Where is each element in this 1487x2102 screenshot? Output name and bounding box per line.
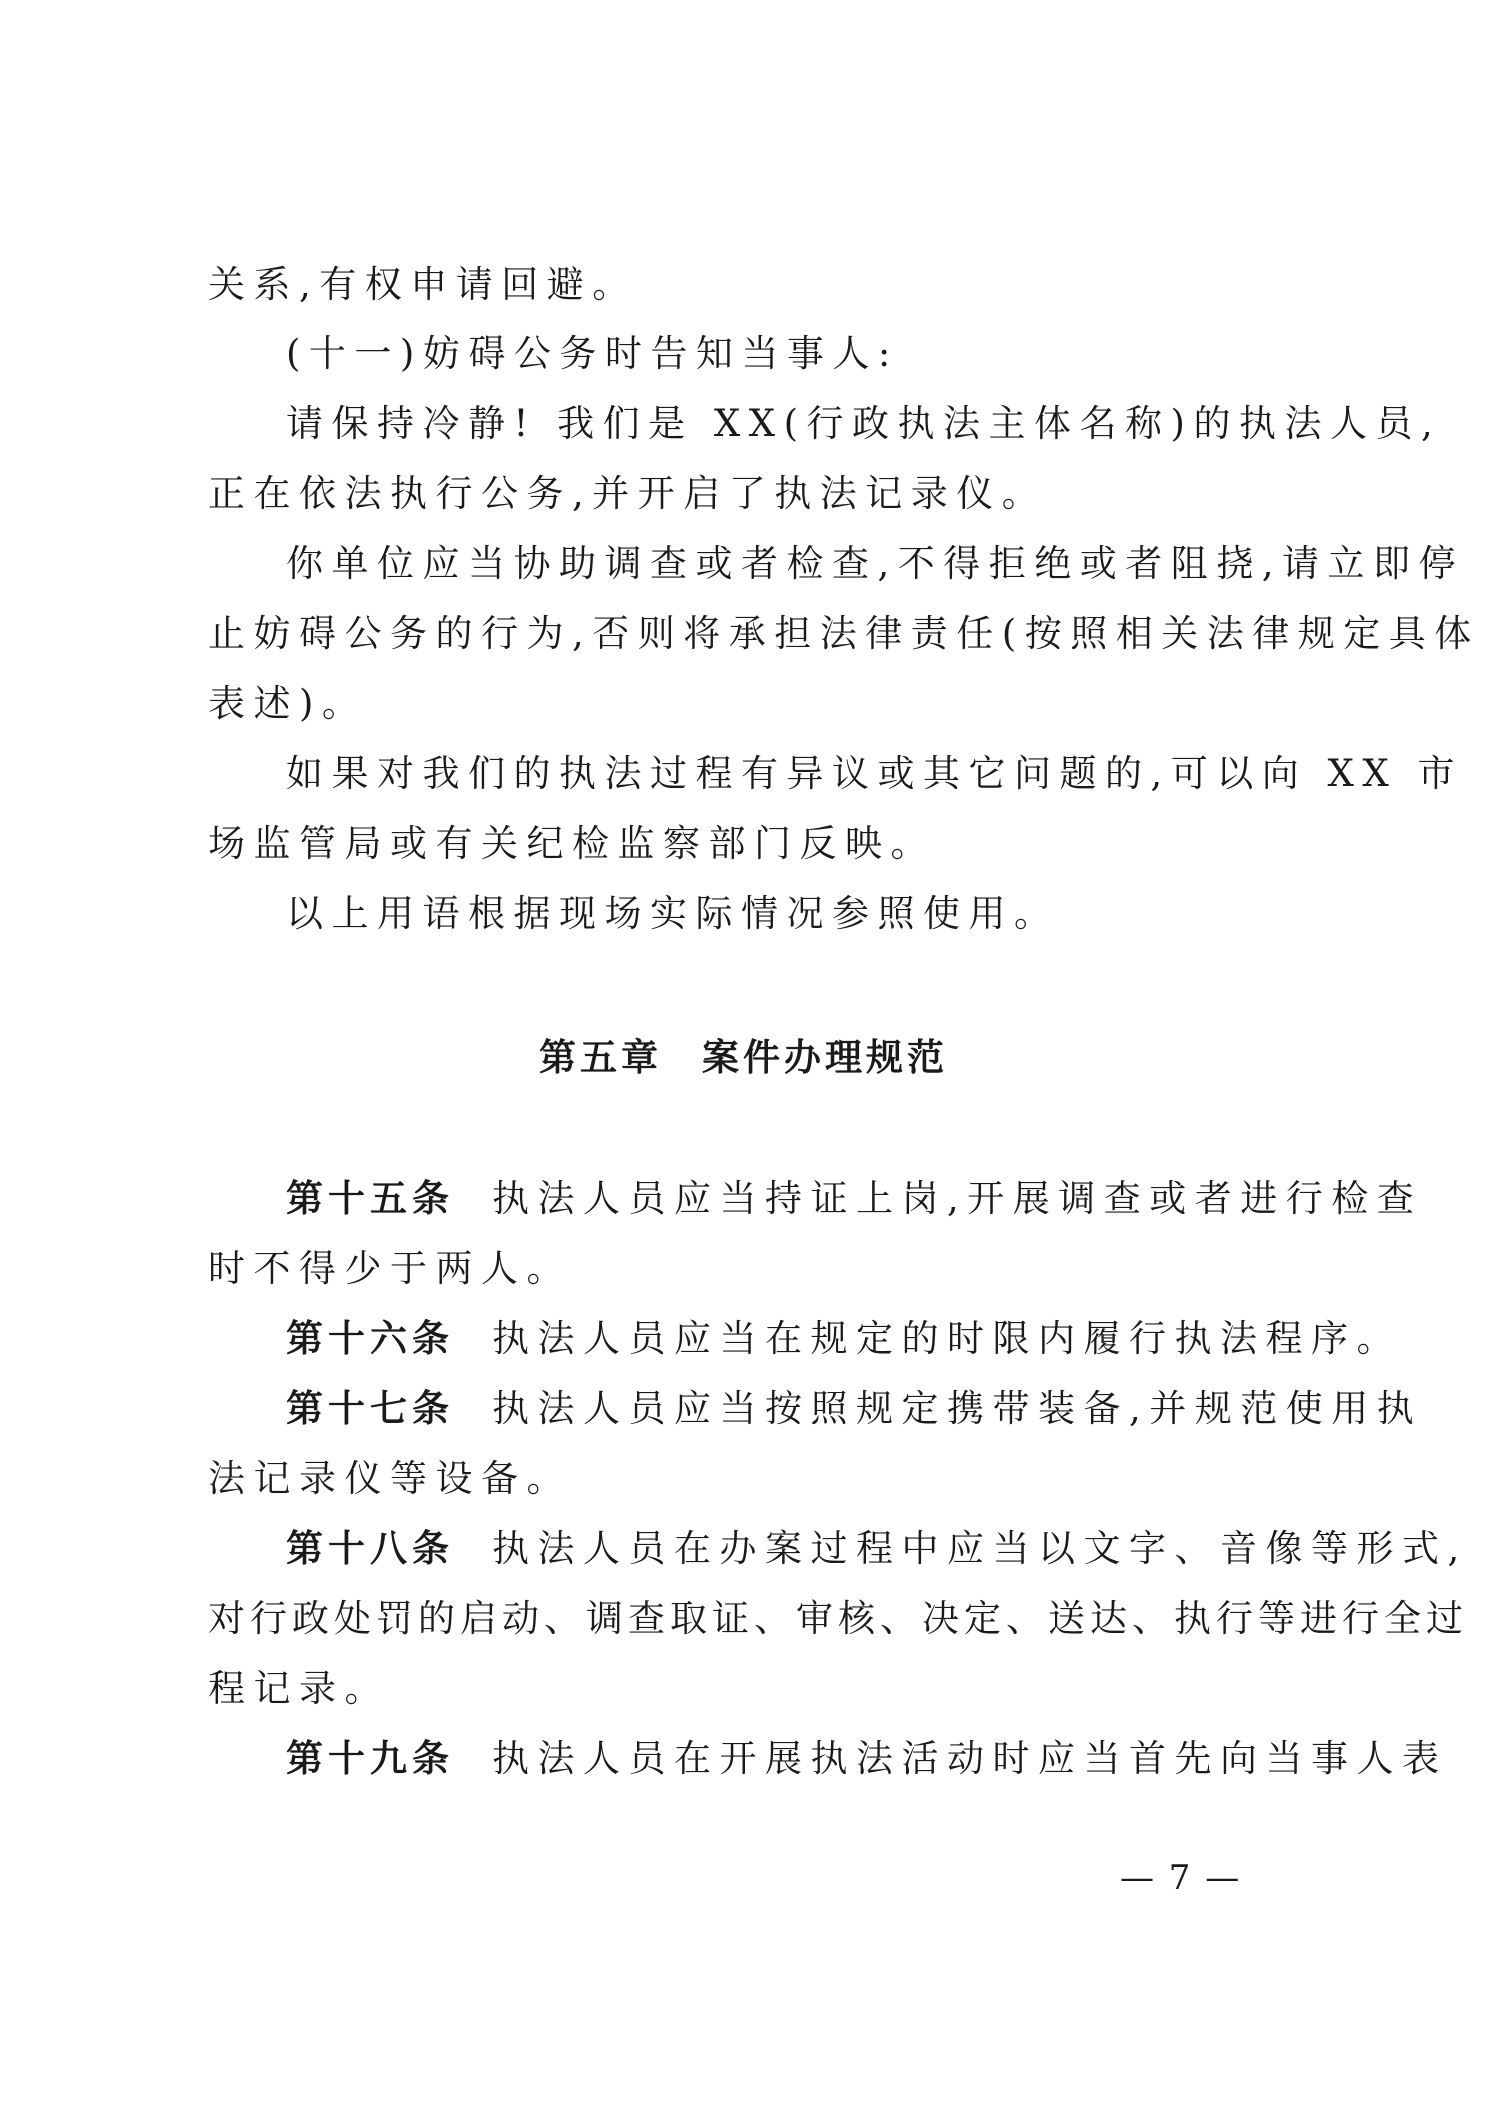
article-16-text: 执法人员应当在规定的时限内履行执法程序。 [492,1317,1402,1360]
article-18-number: 第十八条 [286,1527,454,1570]
chapter-heading [0,1036,1487,1080]
text-line-notice-7: 场监管局或有关纪检监察部门反映。 [208,822,936,865]
text-line-notice-6: 如果对我们的执法过程有异议或其它问题的,可以向 XX 市 [286,752,1463,795]
text-line-continuation: 关系,有权申请回避。 [208,263,638,306]
text-line-notice-5: 表述)。 [208,682,368,725]
article-19-text: 执法人员在开展执法活动时应当首先向当事人表 [492,1737,1448,1780]
text-line-notice-3: 你单位应当协助调查或者检查,不得拒绝或者阻挠,请立即停 [286,542,1465,585]
article-15-line-1 [286,1177,1423,1221]
text-line-usage-note: 以上用语根据现场实际情况参照使用。 [286,892,1060,935]
page-number: — 7 — [1120,1858,1242,1898]
chapter-title: 案件办理规范 [702,1036,948,1079]
article-19-number: 第十九条 [286,1737,454,1780]
article-17-line-2: 法记录仪等设备。 [208,1457,572,1500]
chapter-number: 第五章 [539,1036,662,1079]
article-17-line-1 [286,1387,1423,1431]
article-15-text: 执法人员应当持证上岗,开展调查或者进行检查 [492,1177,1423,1220]
article-17-text: 执法人员应当按照规定携带装备,并规范使用执 [492,1387,1423,1430]
text-line-notice-1: 请保持冷静! 我们是 XX(行政执法主体名称)的执法人员, [286,402,1442,445]
article-18-line-2: 对行政处罚的启动、调查取证、审核、决定、送达、执行等进行全过 [208,1597,1468,1640]
article-17-number: 第十七条 [286,1387,454,1430]
article-18-line-3: 程记录。 [208,1667,390,1710]
article-15-line-2: 时不得少于两人。 [208,1247,572,1290]
text-line-notice-4: 止妨碍公务的行为,否则将承担法律责任(按照相关法律规定具体 [208,612,1480,655]
text-line-item-eleven: (十一)妨碍公务时告知当事人: [286,332,899,375]
article-18-text: 执法人员在办案过程中应当以文字、音像等形式, [492,1527,1468,1570]
text-line-notice-2: 正在依法执行公务,并开启了执法记录仪。 [208,472,1048,515]
article-19-line-1 [286,1737,1448,1781]
article-15-number: 第十五条 [286,1177,454,1220]
article-16-number: 第十六条 [286,1317,454,1360]
article-16-line-1 [286,1317,1402,1361]
article-18-line-1 [286,1527,1468,1571]
